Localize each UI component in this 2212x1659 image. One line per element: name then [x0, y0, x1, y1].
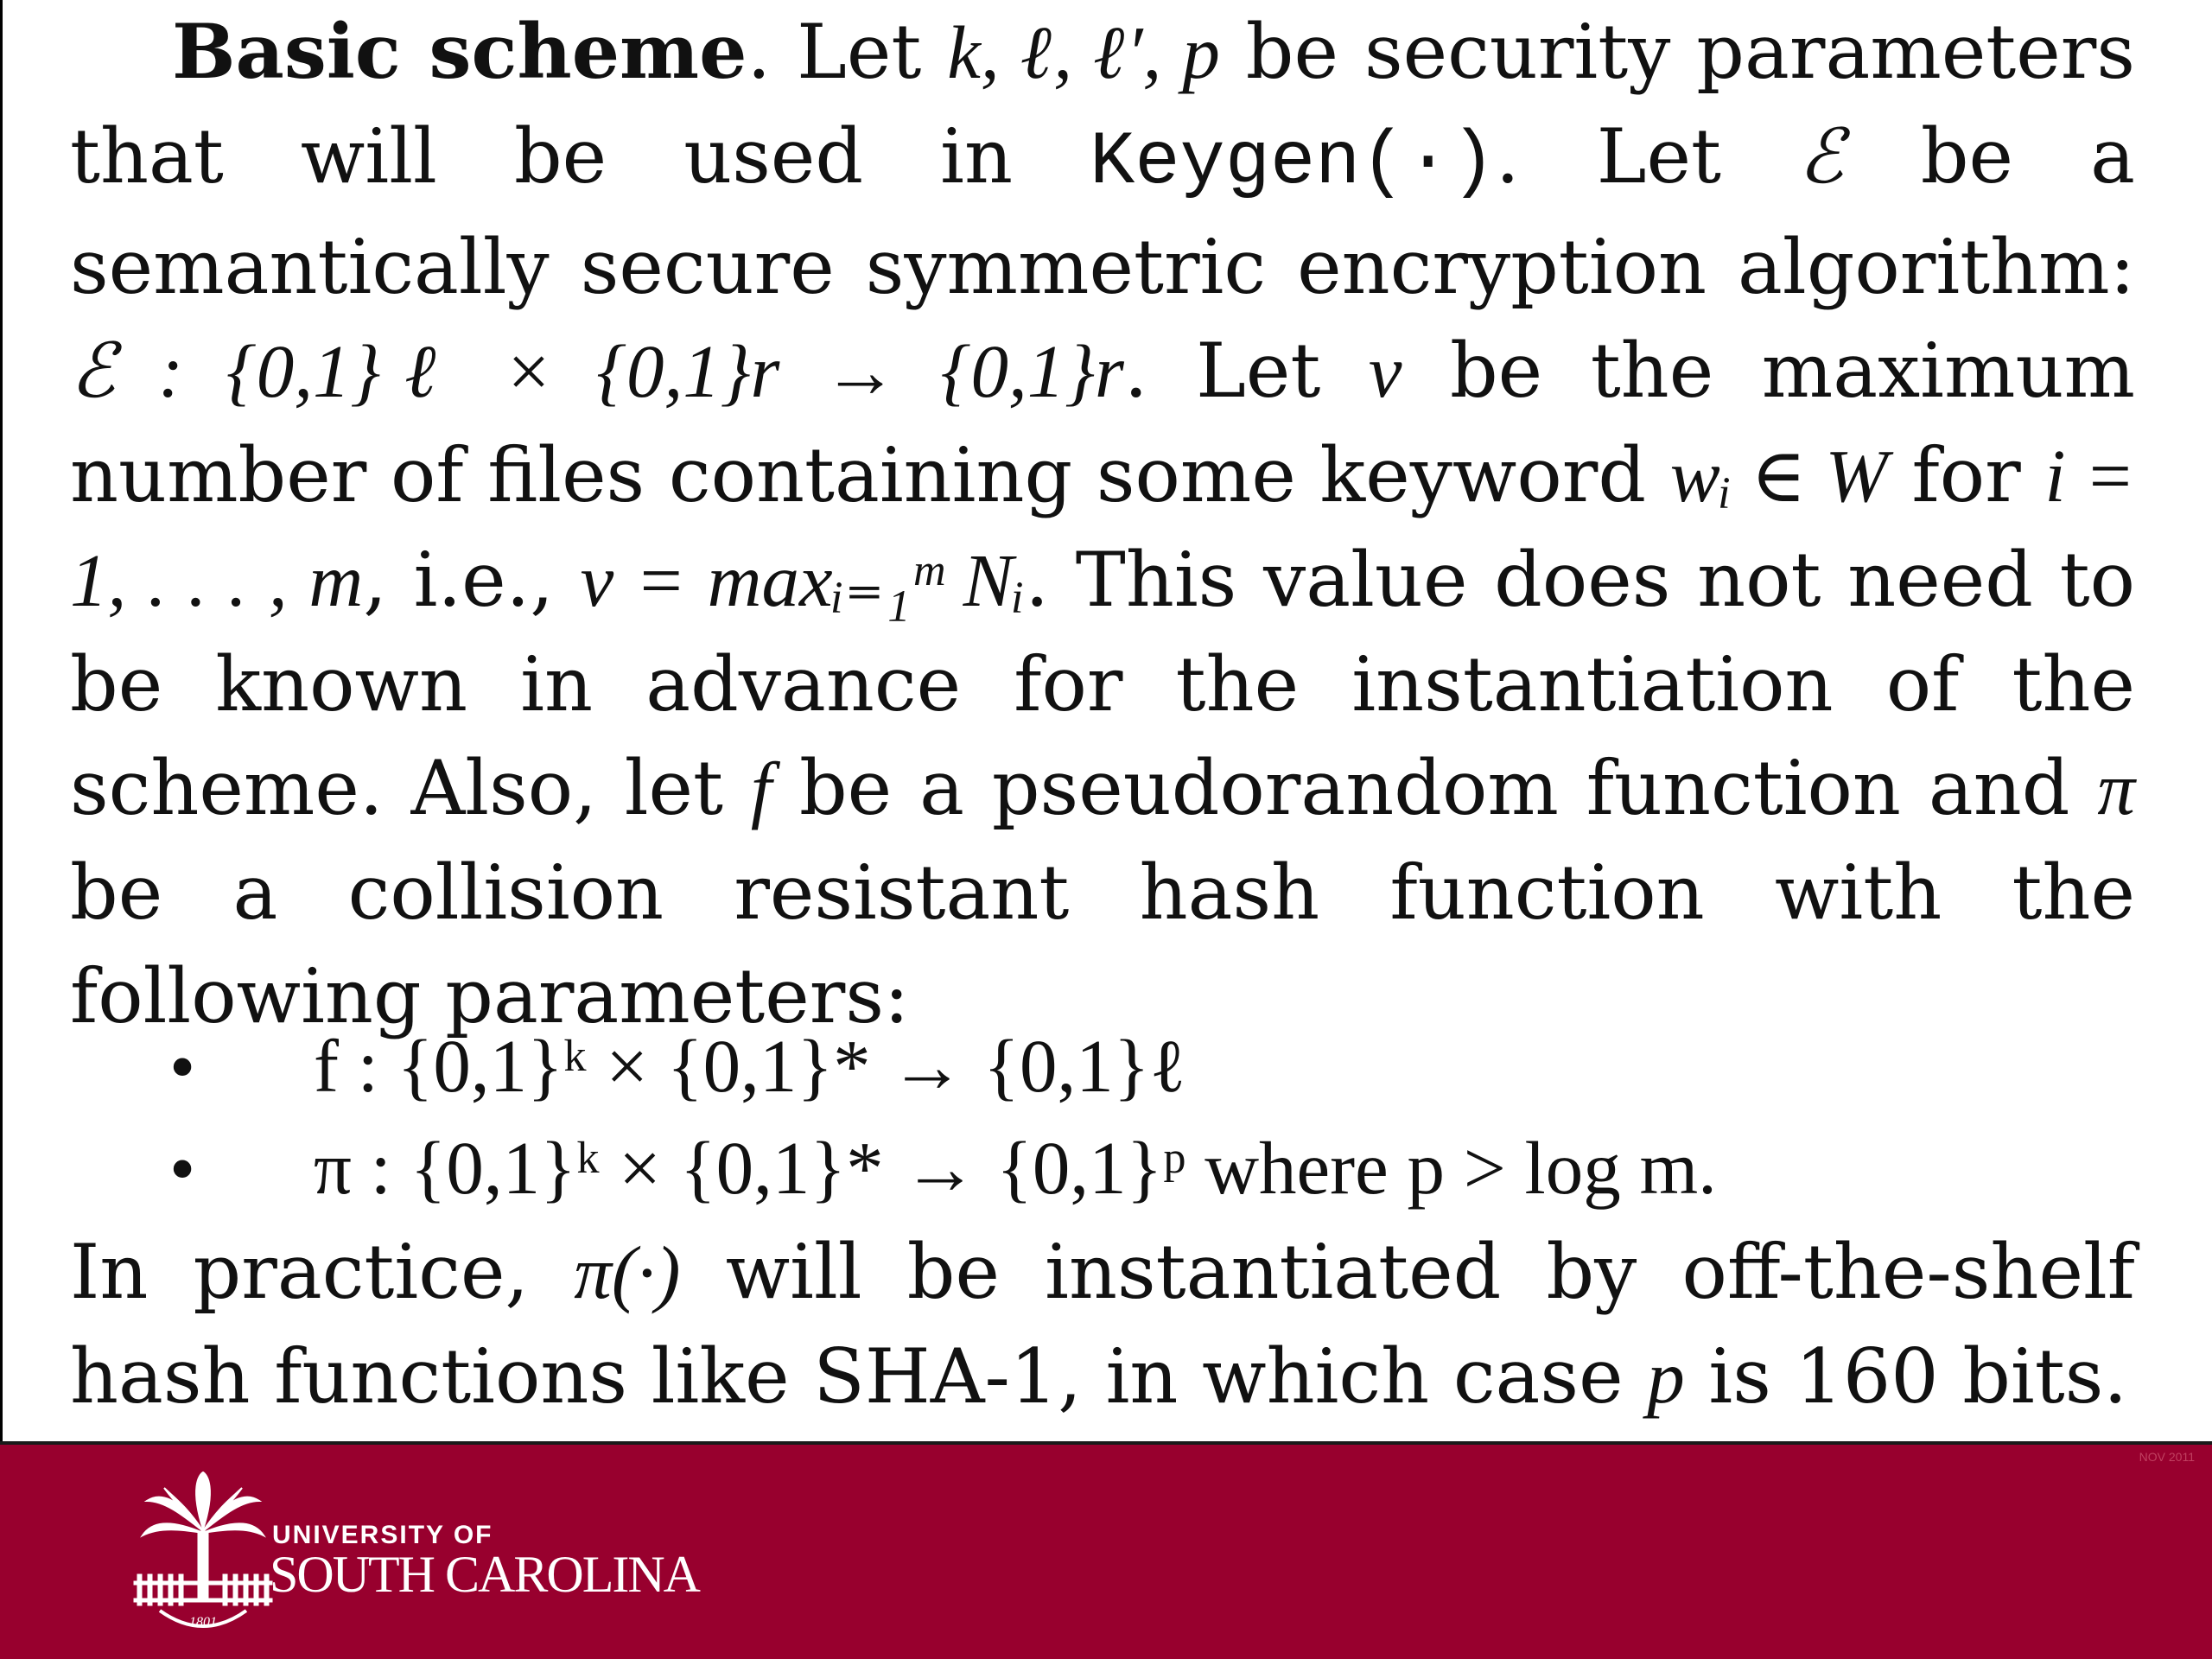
footer-bar [0, 1441, 2212, 1659]
list-item [70, 1117, 2135, 1219]
math-encryption-definition: ℰ : {0,1}ℓ × {0,1}r → {0,1}r [70, 329, 1124, 413]
palmetto-tree-logo-icon [125, 1471, 281, 1643]
intro-text-10: be a pseudorandom function and [772, 744, 2098, 832]
date-stamp: NOV 2011 [2139, 1450, 2195, 1464]
intro-text-9: . This value does not need to be known in advance for the instantiation of the scheme. Also, let [70, 536, 2135, 832]
math-p: p [1647, 1335, 1685, 1419]
university-name-line2: SOUTH CAROLINA [270, 1546, 699, 1603]
list-item [70, 1015, 2135, 1117]
bullet-icon: • [169, 1025, 196, 1108]
intro-text-1: . Let [747, 8, 948, 96]
closing-text-2: will be instantiated by off-the-shelf hash functions like SHA-1, in which case [70, 1228, 2135, 1421]
math-nu: ν [1368, 329, 1402, 413]
bullet-text: π : {0,1}ᵏ × {0,1}* → {0,1}ᵖ where p > log m. [314, 1126, 1717, 1210]
intro-text-4: be a semantically secure symmetric encryption algorithm: [70, 112, 2135, 311]
intro-paragraph [70, 0, 2135, 1048]
math-f: f [750, 747, 772, 830]
closing-paragraph [70, 1220, 2135, 1429]
math-nu-definition: ν = maxᵢ₌₁ᵐ Nᵢ [580, 538, 1026, 622]
math-pi-call: π(·) [574, 1230, 681, 1314]
university-name-line1: UNIVERSITY OF [272, 1521, 493, 1549]
parameter-list [70, 1015, 2135, 1219]
intro-text-2: be security parameters that will be used in [70, 8, 2135, 200]
math-security-params: k, ℓ, ℓ′, p [947, 10, 1220, 94]
math-encryption-symbol: ℰ [1798, 115, 1844, 199]
intro-text-11: be a collision resistant hash function with the following parameters: [70, 849, 2135, 1040]
bullet-text: f : {0,1}ᵏ × {0,1}* → {0,1}ℓ [314, 1024, 1186, 1108]
intro-text-8: , i.e., [363, 536, 581, 624]
heading-basic-scheme: Basic scheme [172, 7, 747, 96]
intro-text-3: . Let [1496, 112, 1799, 200]
intro-text-7: for [1887, 431, 2045, 519]
closing-text-3: is 160 bits. [1684, 1332, 2127, 1421]
closing-text-1: In practice, [70, 1228, 575, 1316]
intro-text-6: be the maximum number of files containing some keyword [70, 327, 2136, 519]
intro-text-5: . Let [1123, 327, 1369, 415]
math-index-range: i = 1, . . . , m [70, 434, 2135, 622]
logo-year: 1801 [189, 1615, 217, 1630]
bullet-icon: • [169, 1127, 196, 1210]
math-pi: π [2097, 747, 2135, 830]
math-keyword-membership: wᵢ ∈ W [1669, 434, 1888, 518]
code-keygen: Keygen(·) [1090, 121, 1497, 206]
